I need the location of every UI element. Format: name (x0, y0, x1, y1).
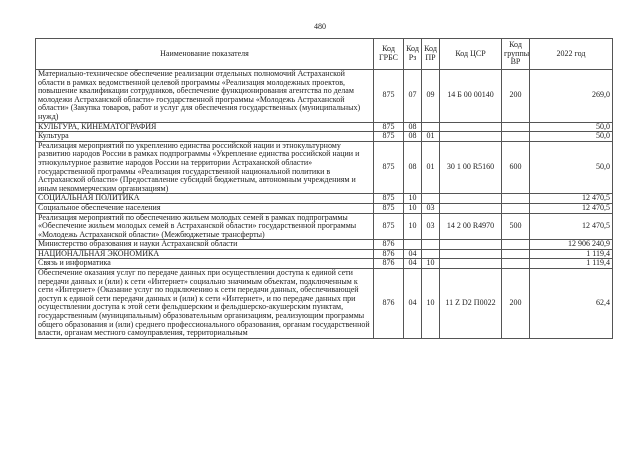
table-row (36, 70, 613, 123)
header-grbs: Код ГРБС (374, 39, 404, 70)
row-vr: 500 (502, 213, 530, 240)
row-rz (404, 240, 422, 250)
header-year: 2022 год (530, 39, 613, 70)
table-row (36, 203, 613, 213)
row-pr: 01 (422, 132, 440, 142)
row-pr (422, 240, 440, 250)
row-amount: 269,0 (530, 70, 613, 123)
row-csr (440, 194, 502, 204)
row-amount: 50,0 (530, 122, 613, 132)
row-grbs: 876 (374, 249, 404, 259)
row-pr: 10 (422, 269, 440, 339)
row-name: Министерство образования и науки Астраханской области (36, 240, 374, 250)
row-grbs: 875 (374, 70, 404, 123)
header-pr: Код ПР (422, 39, 440, 70)
row-grbs: 875 (374, 194, 404, 204)
header-csr: Код ЦСР (440, 39, 502, 70)
row-vr (502, 259, 530, 269)
table-row (36, 122, 613, 132)
table-row (36, 141, 613, 194)
row-vr: 200 (502, 269, 530, 339)
table-header (36, 39, 613, 70)
row-rz: 04 (404, 259, 422, 269)
row-rz: 04 (404, 249, 422, 259)
row-amount: 50,0 (530, 132, 613, 142)
row-csr (440, 240, 502, 250)
budget-table (35, 38, 613, 339)
row-amount: 12 470,5 (530, 213, 613, 240)
row-vr: 200 (502, 70, 530, 123)
row-grbs: 876 (374, 240, 404, 250)
table-row (36, 132, 613, 142)
row-amount: 12 906 240,9 (530, 240, 613, 250)
row-name: Культура (36, 132, 374, 142)
row-rz: 10 (404, 213, 422, 240)
row-grbs: 876 (374, 259, 404, 269)
row-csr (440, 122, 502, 132)
row-rz: 04 (404, 269, 422, 339)
row-grbs: 875 (374, 213, 404, 240)
row-amount: 62,4 (530, 269, 613, 339)
table-row (36, 194, 613, 204)
table-row (36, 240, 613, 250)
row-csr (440, 132, 502, 142)
row-grbs: 876 (374, 269, 404, 339)
page-number: 480 (314, 22, 326, 31)
row-amount: 1 119,4 (530, 259, 613, 269)
row-pr: 03 (422, 203, 440, 213)
header-rz: Код Рз (404, 39, 422, 70)
table-row (36, 269, 613, 339)
row-grbs: 875 (374, 122, 404, 132)
row-vr (502, 194, 530, 204)
row-amount: 50,0 (530, 141, 613, 194)
row-vr (502, 249, 530, 259)
row-name: Обеспечение оказания услуг по передаче данных при осуществлении доступа к единой сети передачи данных и (или) к сети «Интернет» социально значимым объектам, подключенным к сети «Интернет» (Оказание услуг по подключению к сети передачи данных, обеспечивающей доступ к единой сети передачи данных и (или) к сети «Интернет», и по передаче данных при осуществлении доступа к этой сети фельдшерским и фельдшерско-акушерским пунктам, государственным (муниципальным) образовательным организациям, реализующим программы общего образования и (или) среднего профессионального образования, органам государственной власти, органам местного самоуправления, территориальным (36, 269, 374, 339)
row-amount: 1 119,4 (530, 249, 613, 259)
row-csr (440, 259, 502, 269)
row-grbs: 875 (374, 203, 404, 213)
row-vr (502, 240, 530, 250)
row-pr (422, 194, 440, 204)
row-rz: 10 (404, 203, 422, 213)
row-vr (502, 132, 530, 142)
row-rz: 07 (404, 70, 422, 123)
row-amount: 12 470,5 (530, 194, 613, 204)
row-pr: 10 (422, 259, 440, 269)
table-row (36, 249, 613, 259)
row-grbs: 875 (374, 141, 404, 194)
row-rz: 10 (404, 194, 422, 204)
header-name: Наименование показателя (36, 39, 374, 70)
row-vr (502, 122, 530, 132)
row-csr (440, 203, 502, 213)
row-pr: 03 (422, 213, 440, 240)
row-name: Реализация мероприятий по укреплению единства российской нации и этнокультурному развитию народов России в рамках подпрограммы «Укрепление единства российской нации и этнокультурное развитие народов России на территории Астраханской области» государственной программы «Реализация государственной национальной политики в Астраханской области» (Предоставление субсидий бюджетным, автономным учреждениям и иным некоммерческим организациям) (36, 141, 374, 194)
row-csr: 30 1 00 R5160 (440, 141, 502, 194)
row-name: Материально-техническое обеспечение реализации отдельных полномочий Астраханской области в рамках ведомственной целевой программы «Реализация молодежных проектов, повышение квалификации сотрудников, обеспечение функционирования агентства по делам молодежи Астраханской области» государственной программы «Молодежь Астраханской области» (Закупка товаров, работ и услуг для обеспечения государственных (муниципальных) нужд) (36, 70, 374, 123)
row-rz: 08 (404, 141, 422, 194)
row-pr: 01 (422, 141, 440, 194)
row-rz: 08 (404, 132, 422, 142)
row-name: НАЦИОНАЛЬНАЯ ЭКОНОМИКА (36, 249, 374, 259)
table-row (36, 213, 613, 240)
row-amount: 12 470,5 (530, 203, 613, 213)
row-vr: 600 (502, 141, 530, 194)
row-vr (502, 203, 530, 213)
row-csr: 14 Б 00 00140 (440, 70, 502, 123)
row-name: Социальное обеспечение населения (36, 203, 374, 213)
row-grbs: 875 (374, 132, 404, 142)
row-name: КУЛЬТУРА, КИНЕМАТОГРАФИЯ (36, 122, 374, 132)
header-vr: Код группы ВР (502, 39, 530, 70)
row-name: Реализация мероприятий по обеспечению жильем молодых семей в рамках подпрограммы «Обеспечение жильем молодых семей в Астраханской области» государственной программы «Молодежь Астраханской области» (Межбюджетные трансферты) (36, 213, 374, 240)
row-csr (440, 249, 502, 259)
row-csr: 11 Z D2 П0022 (440, 269, 502, 339)
row-csr: 14 2 00 R4970 (440, 213, 502, 240)
row-pr: 09 (422, 70, 440, 123)
row-rz: 08 (404, 122, 422, 132)
row-name: Связь и информатика (36, 259, 374, 269)
row-name: СОЦИАЛЬНАЯ ПОЛИТИКА (36, 194, 374, 204)
